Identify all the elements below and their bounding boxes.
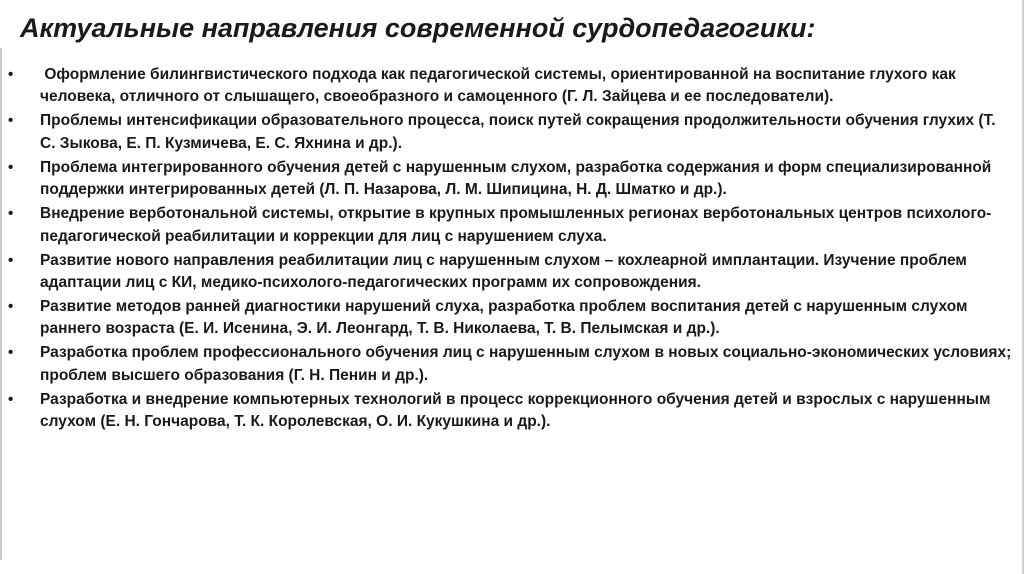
left-border-line: [0, 48, 2, 560]
list-item-text: Внедрение верботональной системы, открытие в крупных промышленных регионах верботональных центров психолого-педагогической реабилитации и коррекции для лиц с нарушением слуха.: [40, 205, 992, 245]
list-item: [8, 64, 1015, 109]
list-item-text: Развитие методов ранней диагностики нарушений слуха, разработка проблем воспитания детей с нарушенным слухом раннего возраста (Е. И. Исенина, Э. И. Леонгард, Т. В. Николаева, Т. В. Пелымская и др.).: [40, 298, 968, 338]
list-item: [8, 250, 1015, 295]
bullet-icon: •: [8, 158, 14, 176]
list-item-text: Разработка проблем профессионального обучения лиц с нарушенным слухом в новых социально-экономических условиях; проблем высшего образования (Г. Н. Пенин и др.).: [40, 344, 1012, 384]
bullet-icon: •: [8, 344, 14, 362]
bullet-icon: •: [8, 205, 14, 223]
bullet-icon: •: [8, 251, 14, 269]
bullet-icon: •: [8, 112, 14, 130]
list-item: [8, 110, 1015, 155]
list-item-text: Проблемы интенсификации образовательного процесса, поиск путей сокращения продолжительности обучения глухих (Т. С. Зыкова, Е. П. Кузмичева, Е. С. Яхнина и др.).: [40, 112, 996, 152]
list-item: [8, 157, 1015, 202]
bullet-icon: •: [8, 390, 14, 408]
list-item: [8, 296, 1015, 341]
slide-title: Актуальные направления современной сурдопедагогики:: [20, 13, 816, 43]
bullet-icon: •: [8, 298, 14, 316]
directions-list: [8, 64, 1015, 435]
list-item-text: Разработка и внедрение компьютерных технологий в процесс коррекционного обучения детей и взрослых с нарушенным слухом (Е. Н. Гончарова, Т. К. Королевская, О. И. Кукушкина и др.).: [40, 390, 991, 431]
list-item-text: Развитие нового направления реабилитации лиц с нарушенным слухом – кохлеарной имплантации. Изучение проблем адаптации лиц с КИ, медико-психолого-педагогических программ их сопровождения.: [40, 251, 967, 292]
list-item: [8, 203, 1015, 248]
list-item-text: Оформление билингвистического подхода как педагогической системы, ориентированной на воспитание глухого как человека, отличного от слышащего, своеобразного и самоценного (Г. Л. Зайцева и ее последователи).: [40, 66, 961, 106]
list-item: [8, 389, 1015, 434]
list-item: [8, 342, 1015, 387]
list-item-text: Проблема интегрированного обучения детей с нарушенным слухом, разработка содержания и форм специализированной поддержки интегрированных детей (Л. П. Назарова, Л. М. Шипицина, Н. Д. Шматко и др.).: [40, 158, 992, 199]
bullet-icon: •: [8, 66, 14, 83]
